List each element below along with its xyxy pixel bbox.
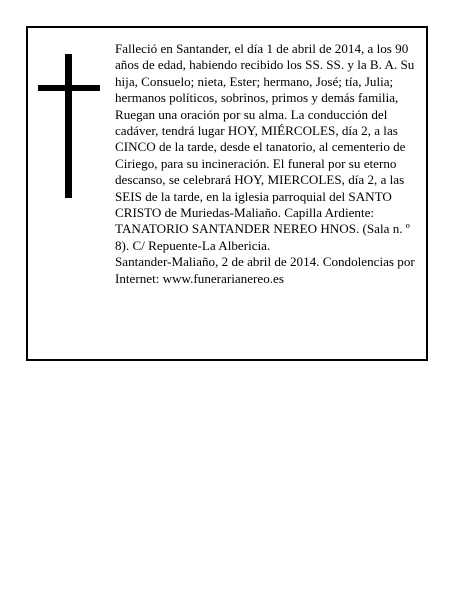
notice-paragraph-ceremonies: Ruegan una oración por su alma. La conducción del cadáver, tendrá lugar HOY, MIÉRCOLES, día 2, a las CINCO de la tarde, desde el tanatorio, al cementerio de Ciriego, para su incineración. El funeral por su eterno descanso, se celebrará HOY, MIERCOLES, día 2, a las SEIS de la tarde, en la iglesia parroquial del SANTO CRISTO de Muriedas-Maliaño. Capilla Ardiente: TANATORIO SANTANDER NEREO HNOS. (Sala n. º 8). C/ Repuente-La Albericia. [115,106,410,253]
latin-cross-icon [38,54,100,198]
obituary-notice [26,26,428,361]
notice-text [115,41,421,287]
cross-vertical-bar [65,54,72,198]
notice-paragraph-closing: Santander-Maliaño, 2 de abril de 2014. Condolencias por Internet: www.funerarianereo.es [115,254,415,286]
cross-horizontal-bar [38,85,100,91]
notice-paragraph-announcement: Falleció en Santander, el día 1 de abril de 2014, a los 90 años de edad, habiendo recibido los SS. SS. y la B. A. Su hija, Consuelo; nieta, Ester; hermano, José; tía, Julia; hermanos políticos, sobrinos, primos y demás familia, [115,41,415,106]
